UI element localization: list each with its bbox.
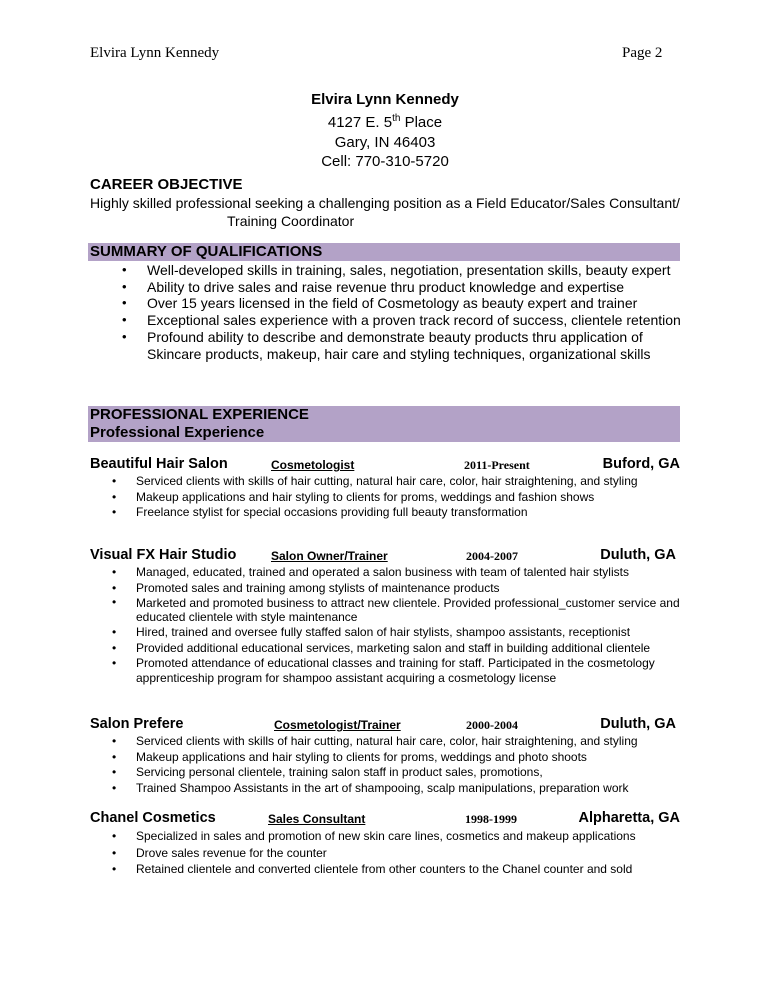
career-objective-text: [90, 194, 690, 230]
list-item: • Servicing personal clientele, training salon staff in product sales, promotions,: [112, 765, 682, 781]
job-header: [90, 810, 680, 828]
job-company: Salon Prefere: [90, 716, 184, 732]
job-duties: [112, 565, 682, 686]
job-duties: [112, 734, 682, 796]
list-item: • Makeup applications and hair styling to clients for proms, weddings and fashion shows: [112, 490, 682, 506]
job-dates: 2011-Present: [464, 458, 530, 472]
summary-list: [122, 262, 682, 363]
job-header: [90, 547, 680, 565]
experience-subheading: Professional Experience: [88, 424, 680, 442]
job-header: [90, 716, 680, 734]
job-title: Salon Owner/Trainer: [271, 549, 388, 563]
list-item: • Serviced clients with skills of hair cutting, natural hair care, color, hair straightening, and styling: [112, 734, 682, 750]
job-duties: [112, 474, 682, 521]
summary-heading: SUMMARY OF QUALIFICATIONS: [88, 243, 680, 261]
job-dates: 1998-1999: [465, 812, 517, 826]
career-objective-line: Training Coordinator: [227, 213, 355, 229]
list-item: • Trained Shampoo Assistants in the art of shampooing, scalp manipulations, preparation work: [112, 781, 682, 797]
experience-heading: PROFESSIONAL EXPERIENCE: [88, 406, 680, 424]
contact-name: Elvira Lynn Kennedy: [311, 91, 459, 108]
list-item: • Makeup applications and hair styling to clients for proms, weddings and photo shoots: [112, 750, 682, 766]
job-company: Chanel Cosmetics: [90, 810, 216, 826]
job-location: Buford, GA: [602, 456, 680, 472]
list-item: • Freelance stylist for special occasions providing full beauty transformation: [112, 505, 682, 521]
list-item: • Drove sales revenue for the counter: [112, 845, 682, 862]
contact-city: Gary, IN 46403: [334, 133, 436, 151]
job-header: [90, 456, 680, 474]
job-location: Duluth, GA: [600, 716, 676, 732]
list-item: • Hired, trained and oversee fully staffed salon of hair stylists, shampoo assistants, receptionist: [112, 625, 682, 641]
job-dates: 2004-2007: [466, 549, 518, 563]
list-item: • Profound ability to describe and demonstrate beauty products thru application of Skincare products, makeup, hair care and styling techniques, organizational skills: [122, 329, 682, 362]
job-title: Cosmetologist: [271, 458, 355, 472]
list-item: • Well-developed skills in training, sales, negotiation, presentation skills, beauty expert: [122, 262, 682, 279]
job-company: Visual FX Hair Studio: [90, 547, 237, 563]
contact-phone: Cell: 770-310-5720: [321, 152, 449, 170]
career-objective-line: Highly skilled professional seeking a challenging position as a Field Educator/Sales Consultant/: [90, 195, 680, 211]
page-header-name: Elvira Lynn Kennedy: [90, 45, 220, 61]
contact-block: [0, 90, 768, 170]
job-location: Alpharetta, GA: [578, 810, 680, 826]
list-item: • Promoted attendance of educational classes and training for staff. Participated in the cosmetology apprenticeship program for shampoo assistant acquiring a cosmetology license: [112, 656, 682, 686]
job-company: Beautiful Hair Salon: [90, 456, 228, 472]
list-item: • Provided additional educational services, marketing salon and staff in building additional clientele: [112, 641, 682, 657]
list-item: • Serviced clients with skills of hair cutting, natural hair care, color, hair straightening, and styling: [112, 474, 682, 490]
page-number: Page 2: [622, 45, 663, 61]
career-objective-heading: CAREER OBJECTIVE: [90, 176, 243, 193]
list-item: • Retained clientele and converted clientele from other counters to the Chanel counter and sold: [112, 861, 682, 878]
contact-address: 4127 E. 5th Place: [327, 113, 443, 132]
list-item: • Ability to drive sales and raise revenue thru product knowledge and expertise: [122, 279, 682, 296]
list-item: • Managed, educated, trained and operated a salon business with team of talented hair stylists: [112, 565, 682, 581]
job-title: Sales Consultant: [268, 812, 366, 826]
list-item: • Promoted sales and training among stylists of maintenance products: [112, 581, 682, 597]
job-dates: 2000-2004: [466, 718, 518, 732]
job-duties: [112, 828, 682, 878]
job-location: Duluth, GA: [600, 547, 676, 563]
list-item: • Marketed and promoted business to attract new clientele. Provided professional_customer service and educated clientele with style maintenance: [112, 596, 682, 625]
list-item: • Over 15 years licensed in the field of Cosmetology as beauty expert and trainer: [122, 295, 682, 312]
list-item: • Specialized in sales and promotion of new skin care lines, cosmetics and makeup applications: [112, 828, 682, 845]
job-title: Cosmetologist/Trainer: [274, 718, 401, 732]
list-item: • Exceptional sales experience with a proven track record of success, clientele retention: [122, 312, 682, 329]
